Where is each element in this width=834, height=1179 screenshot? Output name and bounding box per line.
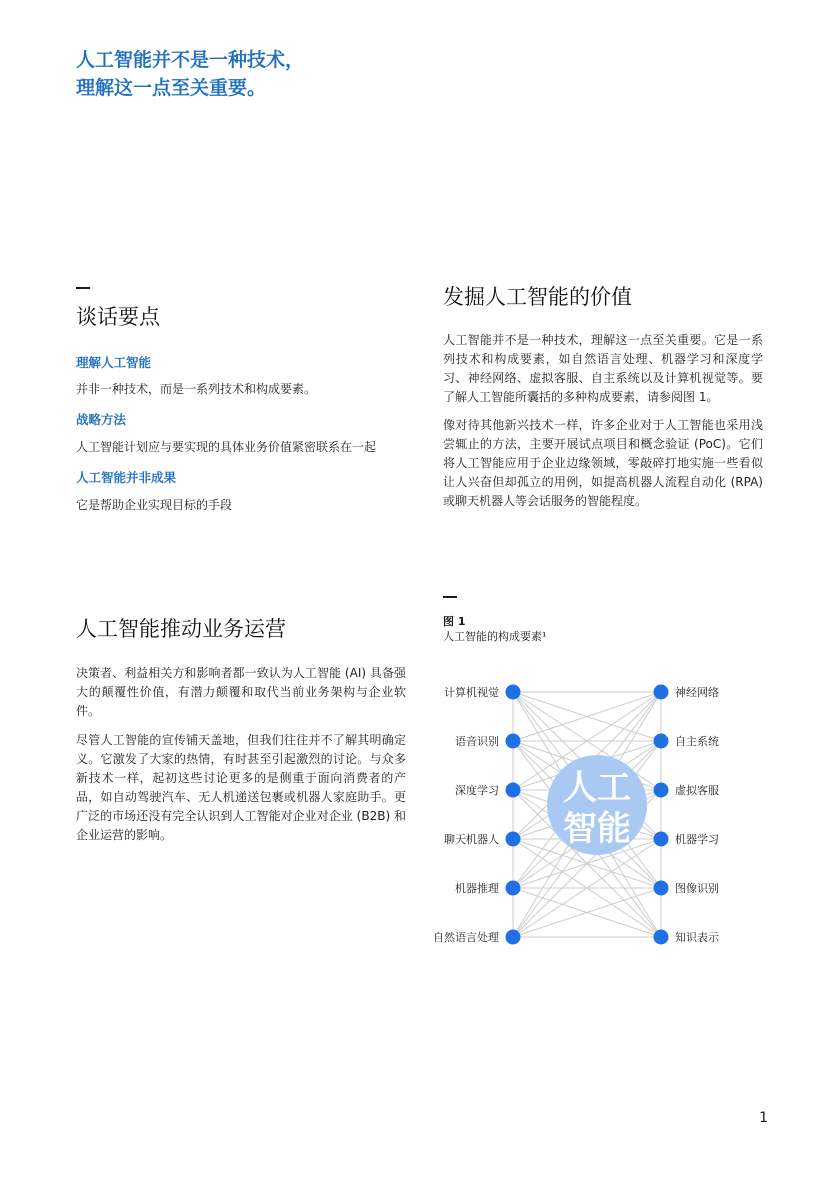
diagram-node-label: 聊天机器人 <box>444 833 499 846</box>
center-label-line-1: 人工 <box>563 768 631 808</box>
talking-point-heading: 战略方法 <box>76 412 127 427</box>
diagram-node-dot <box>506 685 521 700</box>
value-paragraph-2: 像对待其他新兴技术一样，许多企业对于人工智能也采用浅尝辄止的方法，主要开展试点项目和概念验证 (PoC)。它们将人工智能应用于企业边缘领域，零敲碎打地实施一些看似让人兴奋但却孤立的用例，如提高机器人流程自动化 (RPA) 或聊天机器人等会话服务的智能程度。 <box>443 418 763 508</box>
talking-point-heading: 人工智能并非成果 <box>76 470 177 485</box>
diagram-node-label: 知识表示 <box>675 931 719 944</box>
operations-section-title: 人工智能推动业务运营 <box>76 617 286 641</box>
value-section-title: 发掘人工智能的价值 <box>443 285 632 309</box>
diagram-node-dot <box>506 783 521 798</box>
diagram-node-dot <box>506 734 521 749</box>
diagram-node-dot <box>654 783 669 798</box>
diagram-node-label: 图像识别 <box>675 882 719 895</box>
figure-label: 图 1 <box>443 615 466 628</box>
diagram-node-label: 机器推理 <box>455 882 499 895</box>
talking-points-title: 谈话要点 <box>76 305 160 329</box>
headline-line-1: 人工智能并不是一种技术， <box>76 49 305 71</box>
diagram-node-dot <box>654 685 669 700</box>
diagram-node-label: 语音识别 <box>455 735 499 748</box>
talking-point-text: 它是帮助企业实现目标的手段 <box>76 498 233 512</box>
diagram-node-dot <box>654 881 669 896</box>
operations-paragraph-2: 尽管人工智能的宣传铺天盖地，但我们往往并不了解其明确定义。它激发了大家的热情，有时甚至引起激烈的讨论。与众多新技术一样，起初这些讨论更多的是侧重于面向消费者的产品，如自动驾驶汽车、无人机递送包裹或机器人家庭助手。更广泛的市场还没有完全认识到人工智能对企业对企业 (B2B) 和企业运营的影响。 <box>76 733 406 842</box>
talking-point-text: 并非一种技术，而是一系列技术和构成要素。 <box>76 382 317 396</box>
diagram-node-label: 虚拟客服 <box>675 784 719 797</box>
diagram-node-label: 神经网络 <box>675 686 719 699</box>
diagram-node-dot <box>506 881 521 896</box>
diagram-node-label: 深度学习 <box>455 784 499 797</box>
diagram-node-dot <box>506 832 521 847</box>
diagram-node-dot <box>506 930 521 945</box>
diagram-node-label: 自主系统 <box>675 735 719 748</box>
talking-point-heading: 理解人工智能 <box>76 355 152 370</box>
diagram-node-dot <box>654 734 669 749</box>
talking-point-text: 人工智能计划应与要实现的具体业务价值紧密联系在一起 <box>76 440 377 454</box>
center-label-line-2: 智能 <box>563 809 631 849</box>
operations-paragraph-1: 决策者、利益相关方和影响者都一致认为人工智能 (AI) 具备强大的颠覆性价值，有潜力颠覆和取代当前业务架构与企业软件。 <box>76 666 406 718</box>
diagram-node-label: 计算机视觉 <box>444 686 499 699</box>
headline-line-2: 理解这一点至关重要。 <box>76 77 267 99</box>
diagram-node-label: 自然语言处理 <box>433 931 499 944</box>
value-paragraph-1: 人工智能并不是一种技术，理解这一点至关重要。它是一系列技术和构成要素，如自然语言处理、机器学习和深度学习、神经网络、虚拟客服、自主系统以及计算机视觉等。要了解人工智能所囊括的多种构成要素，请参阅图 1。 <box>443 333 763 404</box>
diagram-node-dot <box>654 832 669 847</box>
diagram-node-dot <box>654 930 669 945</box>
page-number: 1 <box>759 1110 768 1126</box>
diagram-node-label: 机器学习 <box>675 833 719 846</box>
figure-caption: 人工智能的构成要素¹ <box>443 630 547 643</box>
